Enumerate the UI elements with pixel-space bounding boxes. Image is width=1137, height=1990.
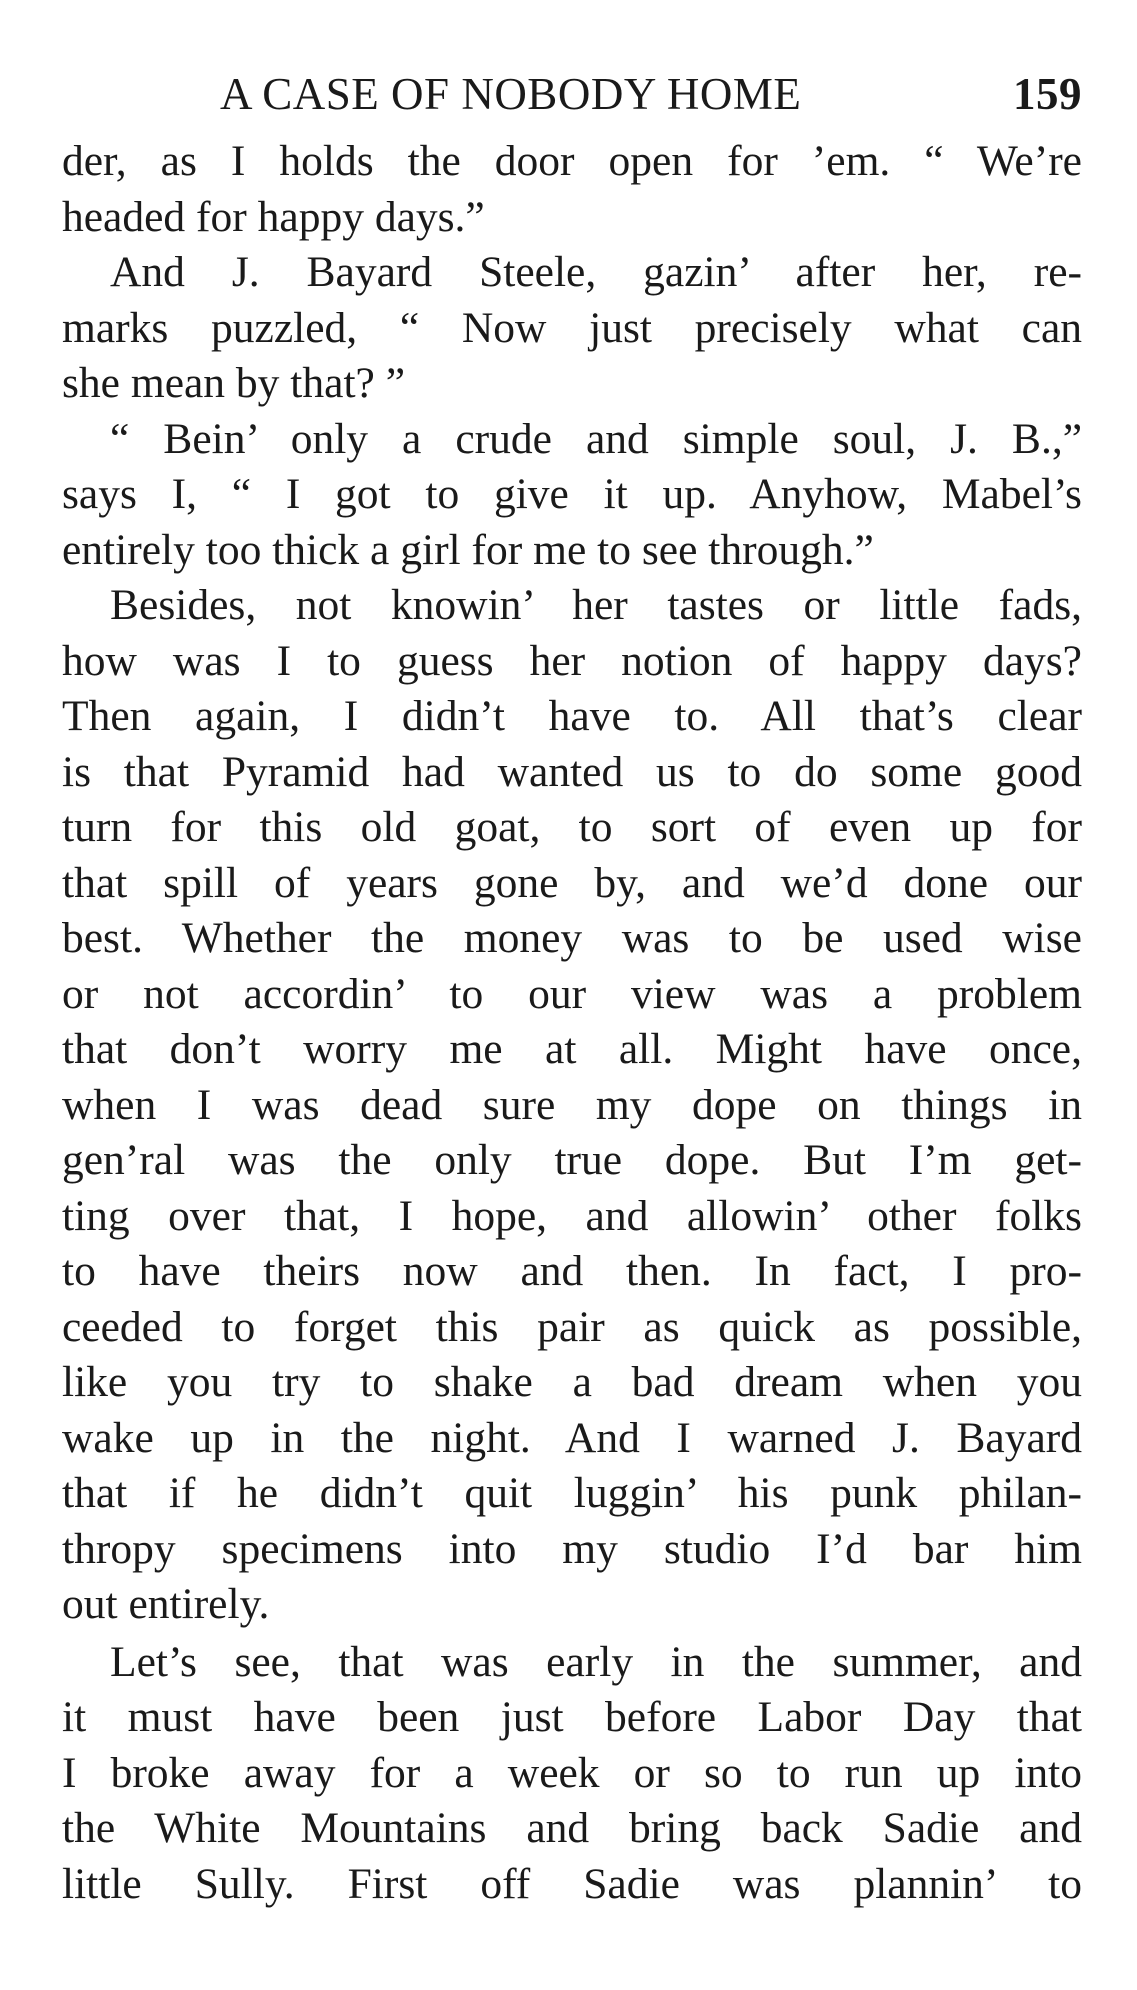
text-line: is that Pyramid had wanted us to do some good: [62, 747, 1082, 796]
text-line: says I, “ I got to give it up. Anyhow, Mabel’s: [62, 470, 1082, 518]
text-line: best. Whether the money was to be used wise: [62, 914, 1082, 962]
text-line: when I was dead sure my dope on things in: [62, 1080, 1082, 1129]
body-text: [62, 134, 1082, 1912]
text-line: that if he didn’t quit luggin’ his punk philan-: [62, 1469, 1082, 1517]
text-line: that don’t worry me at all. Might have once,: [62, 1025, 1082, 1073]
text-line: Let’s see, that was early in the summer, and: [110, 1637, 1082, 1686]
text-line: And J. Bayard Steele, gazin’ after her, re-: [110, 248, 1082, 296]
text-line: der, as I holds the door open for ’em. “ We’re: [62, 137, 1082, 185]
text-line: the White Mountains and bring back Sadie and: [62, 1804, 1082, 1852]
text-line: it must have been just before Labor Day that: [62, 1693, 1082, 1741]
text-line: “ Bein’ only a crude and simple soul, J. B.,”: [110, 414, 1082, 463]
text-line: Besides, not knowin’ her tastes or little fads,: [110, 581, 1082, 629]
text-line: thropy specimens into my studio I’d bar him: [62, 1524, 1082, 1573]
text-line: or not accordin’ to our view was a problem: [62, 969, 1082, 1018]
page-number: 159: [1013, 69, 1082, 119]
text-line: ceeded to forget this pair as quick as possible,: [62, 1302, 1082, 1351]
running-head: [62, 58, 1082, 134]
book-page: [62, 58, 1082, 1912]
text-line: how was I to guess her notion of happy days?: [62, 636, 1082, 685]
text-line: to have theirs now and then. In fact, I pro-: [62, 1247, 1082, 1295]
text-line: that spill of years gone by, and we’d done our: [62, 858, 1082, 907]
running-title: A CASE OF NOBODY HOME: [220, 69, 802, 119]
text-line: marks puzzled, “ Now just precisely what can: [62, 303, 1082, 352]
text-line: entirely too thick a girl for me to see through.”: [62, 525, 874, 574]
text-line: wake up in the night. And I warned J. Bayard: [62, 1413, 1082, 1462]
text-line: like you try to shake a bad dream when you: [62, 1358, 1082, 1406]
text-line: little Sully. First off Sadie was plannin’ to: [62, 1859, 1082, 1908]
text-line: turn for this old goat, to sort of even up for: [62, 803, 1082, 851]
text-line: headed for happy days.”: [62, 192, 485, 241]
text-line: Then again, I didn’t have to. All that’s clear: [62, 692, 1082, 740]
text-line: ting over that, I hope, and allowin’ other folks: [62, 1191, 1082, 1240]
text-line: she mean by that? ”: [62, 359, 406, 407]
text-line: gen’ral was the only true dope. But I’m get-: [62, 1136, 1082, 1184]
text-line: out entirely.: [62, 1580, 270, 1628]
text-line: I broke away for a week or so to run up into: [62, 1748, 1082, 1797]
